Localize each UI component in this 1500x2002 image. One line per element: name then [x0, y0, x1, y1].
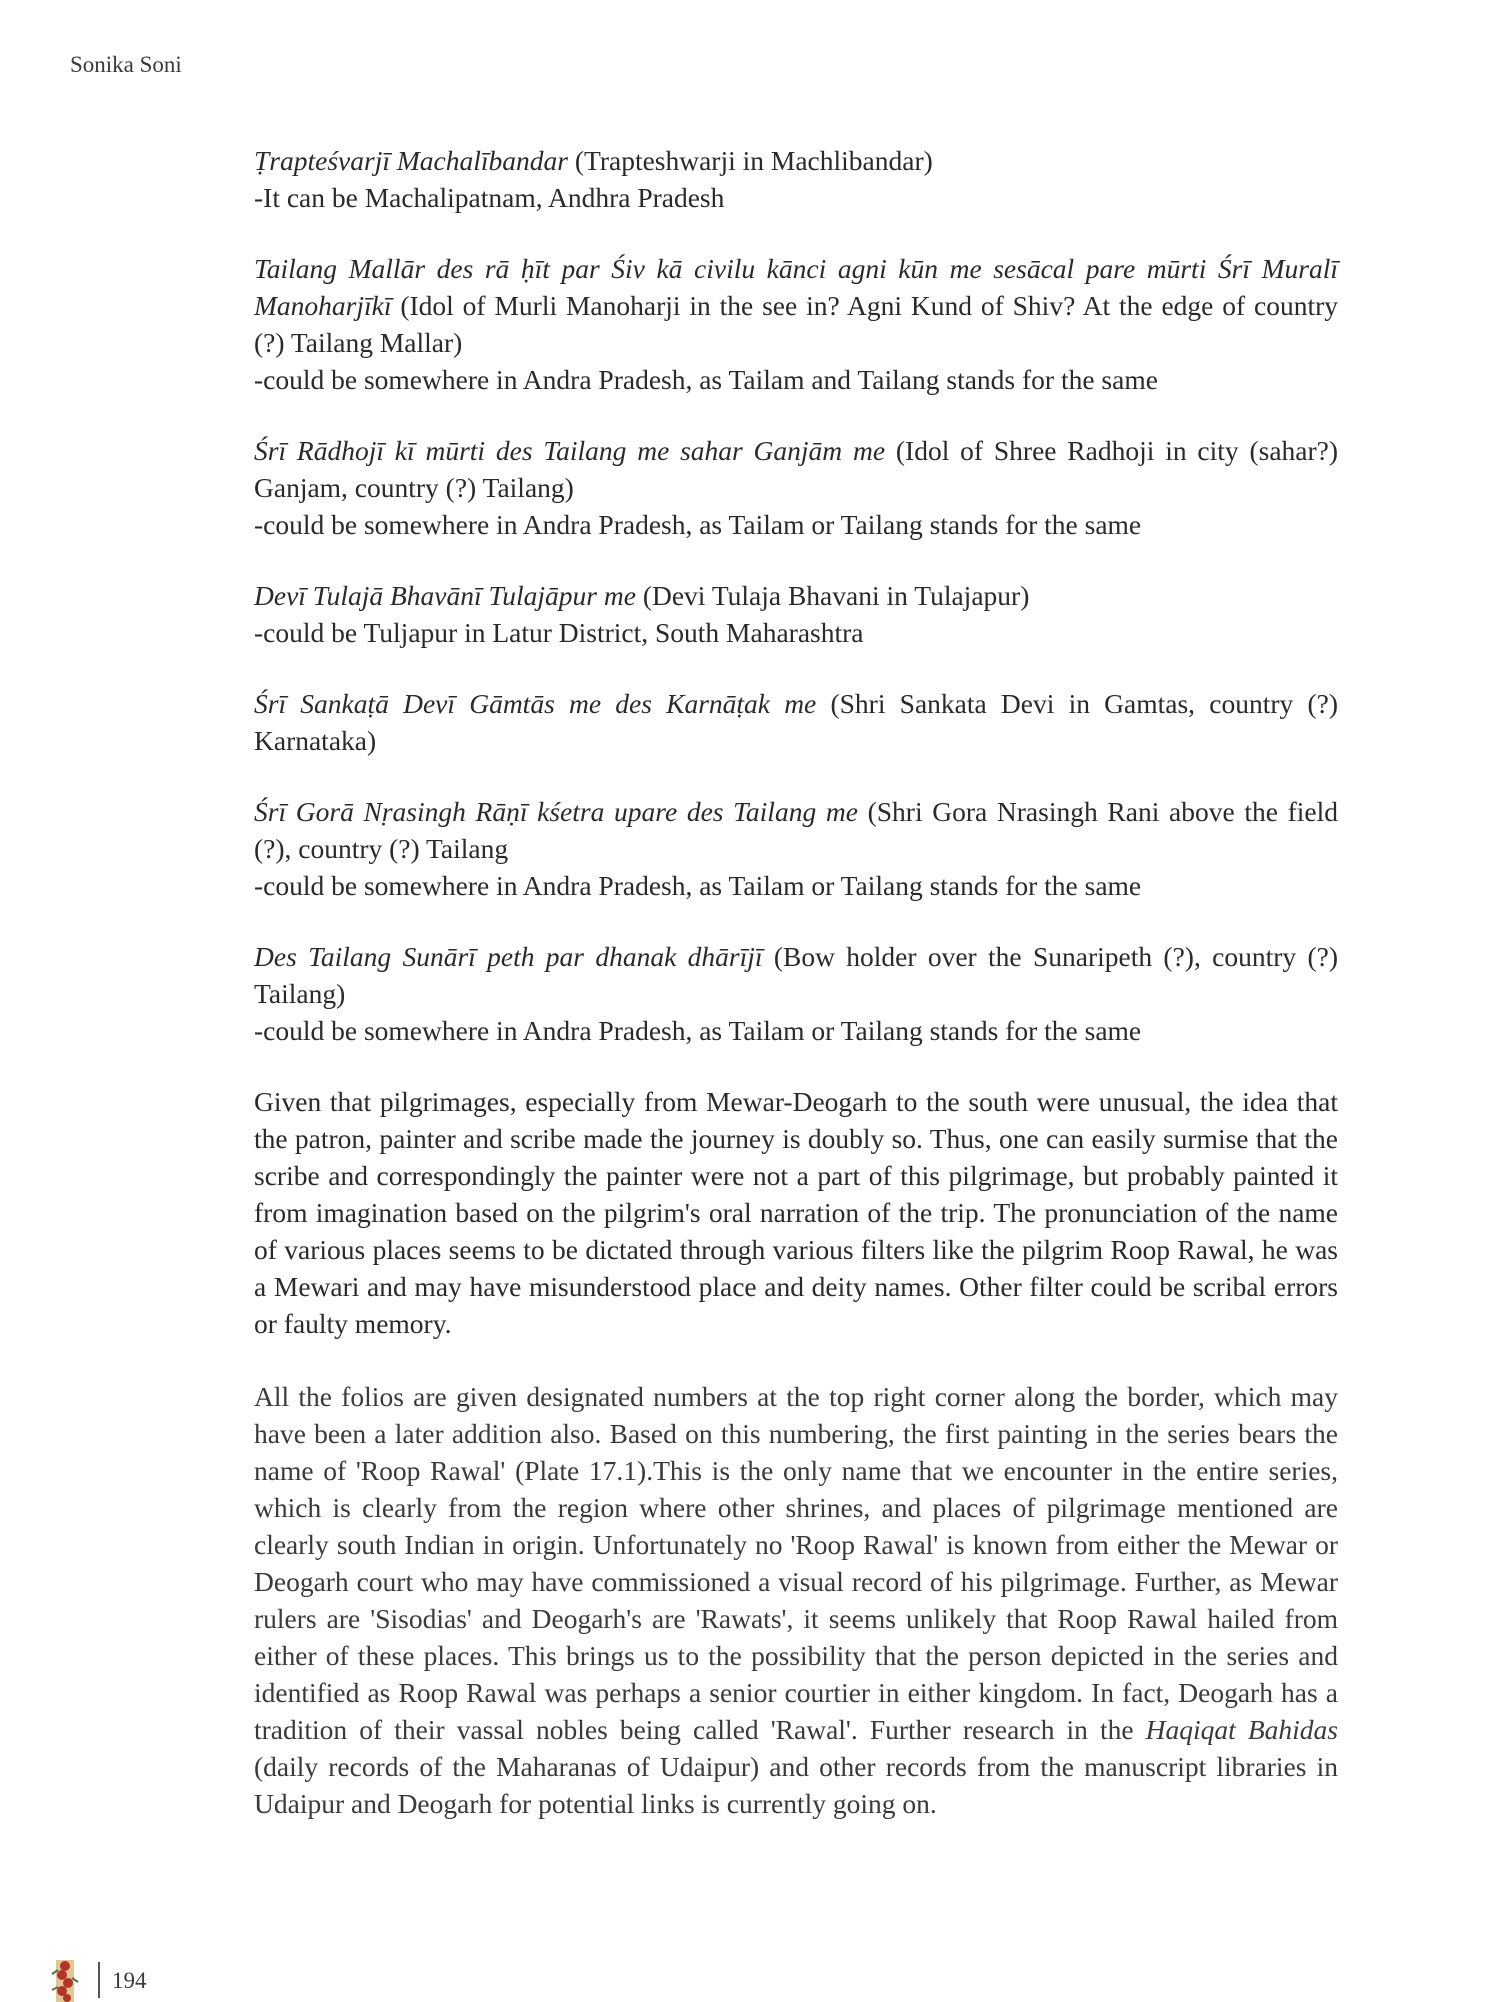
entry-note: -could be somewhere in Andra Pradesh, as Tailam and Tailang stands for the same	[254, 364, 1158, 395]
paragraph-text: All the folios are given designated numbers at the top right corner along the border, which may have been a later addition also. Based on this numbering, the first painting in the series bears the name of 'Roop Rawal' (Plate 17.1).This is the only name that we encounter in the entire series, which is clearly from the region where other shrines, and places of pilgrimage mentioned are clearly south Indian in origin. Unfortunately no 'Roop Rawal' is known from either the Mewar or Deogarh court who may have commissioned a visual record of his pilgrimage. Further, as Mewar rulers are 'Sisodias' and Deogarh's are 'Rawats', it seems unlikely that Roop Rawal hailed from either of these places. This brings us to the possibility that the person depicted in the series and identified as Roop Rawal was perhaps a senior courtier in either kingdom. In fact, Deogarh has a tradition of their vassal nobles being called 'Rawal'. Further research in the	[254, 1381, 1338, 1745]
entry-transliteration: Des Tailang Sunārī peth par dhanak dhārījī	[254, 941, 763, 972]
entry-gloss: (Idol of Shree Radhoji in city (sahar?) Ganjam, country (?) Tailang)	[254, 435, 1338, 503]
paragraph-italic-title: Haqiqat Bahidas	[1145, 1714, 1339, 1745]
page-body	[254, 142, 1338, 1858]
entry-transliteration: Ṭrapteśvarjī Machalībandar	[254, 145, 568, 176]
entry-5	[254, 685, 1338, 759]
entry-note: -could be somewhere in Andra Pradesh, as Tailam or Tailang stands for the same	[254, 1015, 1142, 1046]
entry-7	[254, 938, 1338, 1049]
entry-transliteration: Śrī Sankaṭā Devī Gāmtās me des Karnāṭak me	[254, 688, 817, 719]
entry-transliteration: Devī Tulajā Bhavānī Tulajāpur me	[254, 580, 636, 611]
entry-gloss: (Shri Sankata Devi in Gamtas, country (?) Karnataka)	[254, 688, 1338, 756]
footer-divider	[98, 1962, 100, 1998]
entry-transliteration: Śrī Gorā Nṛasingh Rāṇī kśetra upare des Tailang me	[254, 796, 858, 827]
entry-gloss: (Idol of Murli Manoharji in the see in? Agni Kund of Shiv? At the edge of country (?) Tailang Mallar)	[254, 290, 1338, 358]
entry-1	[254, 142, 1338, 216]
entry-note: -could be Tuljapur in Latur District, South Maharashtra	[254, 617, 864, 648]
entry-note: -It can be Machalipatnam, Andhra Pradesh	[254, 182, 725, 213]
running-header-author: Sonika Soni	[70, 52, 182, 77]
entry-2	[254, 250, 1338, 398]
body-paragraph-1: Given that pilgrimages, especially from Mewar-Deogarh to the south were unusual, the idea that the patron, painter and scribe made the journey is doubly so. Thus, one can easily surmise that the scribe and correspondingly the painter were not a part of this pilgrimage, but probably painted it from imagination based on the pilgrim's oral narration of the trip. The pronunciation of the name of various places seems to be dictated through various filters like the pilgrim Roop Rawal, he was a Mewari and may have misunderstood place and deity names. Other filter could be scribal errors or faulty memory.	[254, 1086, 1338, 1339]
entry-gloss: (Devi Tulaja Bhavani in Tulajapur)	[635, 580, 1030, 611]
entry-gloss: (Trapteshwarji in Machlibandar)	[567, 145, 933, 176]
entry-3	[254, 432, 1338, 543]
paragraph-text: (daily records of the Maharanas of Udaipur) and other records from the manuscript libraries in Udaipur and Deogarh for potential links is currently going on.	[254, 1751, 1338, 1819]
floral-ornament-icon	[40, 1960, 88, 2002]
entry-gloss: (Shri Gora Nrasingh Rani above the field (?), country (?) Tailang	[254, 796, 1338, 864]
page-number: 194	[112, 1968, 147, 1993]
entry-gloss: (Bow holder over the Sunaripeth (?), country (?) Tailang)	[254, 941, 1338, 1009]
entry-note: -could be somewhere in Andra Pradesh, as Tailam or Tailang stands for the same	[254, 870, 1142, 901]
body-paragraph-2	[254, 1378, 1338, 1822]
entry-note: -could be somewhere in Andra Pradesh, as Tailam or Tailang stands for the same	[254, 509, 1142, 540]
entry-transliteration: Śrī Rādhojī kī mūrti des Tailang me sahar Ganjām me	[254, 435, 886, 466]
entry-4	[254, 577, 1338, 651]
entry-6	[254, 793, 1338, 904]
entry-transliteration: Tailang Mallār des rā ḥīt par Śiv kā civilu kānci agni kūn me sesācal pare mūrti Śrī Muralī Manoharjīkī	[254, 253, 1338, 321]
